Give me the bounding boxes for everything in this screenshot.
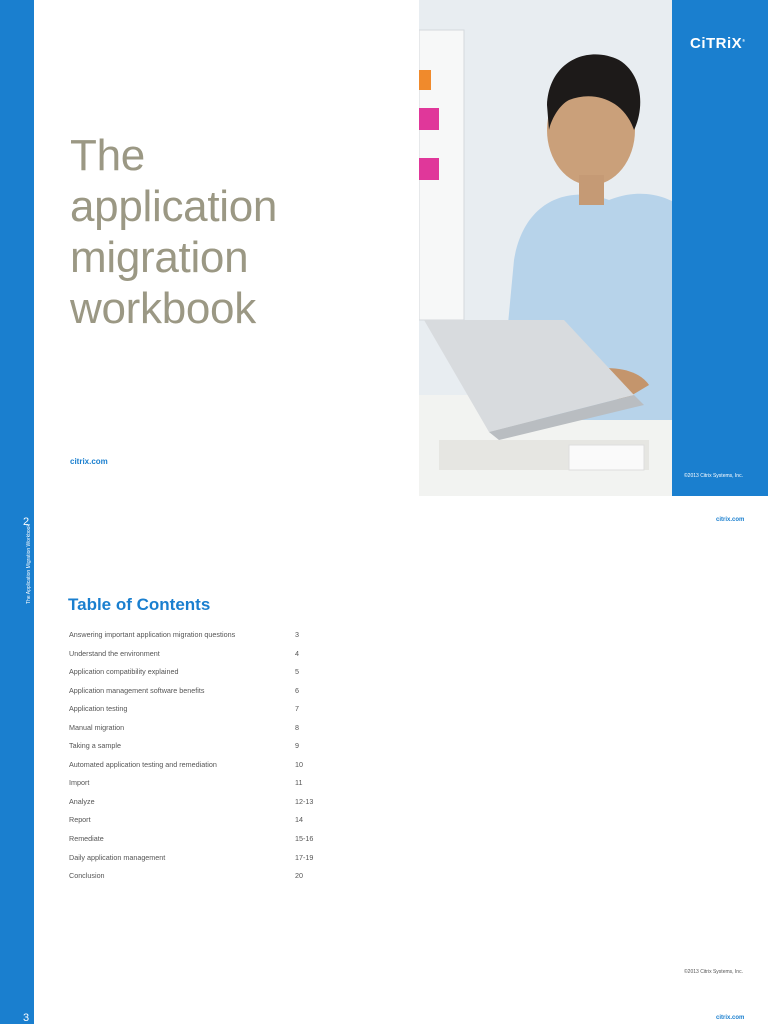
- cover-url-link[interactable]: citrix.com: [70, 457, 108, 466]
- toc-entry[interactable]: [69, 723, 329, 742]
- toc-entry[interactable]: [69, 871, 329, 890]
- toc-entry-title: Automated application testing and remediation: [69, 759, 217, 769]
- toc-entry[interactable]: [69, 741, 329, 760]
- toc-entry[interactable]: [69, 630, 329, 649]
- cover-title-line: application: [70, 182, 278, 231]
- citrix-logo-text: CiTRiX: [690, 35, 743, 52]
- toc-entry-page: 4: [295, 648, 299, 658]
- cover-title-line: migration: [70, 233, 249, 282]
- left-blue-bar: [0, 0, 34, 1024]
- toc-entry-title: Application management software benefits: [69, 685, 205, 695]
- toc-entry-title: Daily application management: [69, 852, 166, 862]
- toc-entry-page: 7: [295, 704, 299, 714]
- toc-entry[interactable]: [69, 834, 329, 853]
- toc-entry-title: Application testing: [69, 704, 128, 714]
- cover-title: [70, 130, 400, 334]
- toc-entry-title: Report: [69, 815, 91, 825]
- toc-entry-page: 9: [295, 741, 299, 751]
- toc-entry[interactable]: [69, 667, 329, 686]
- toc-entry-title: Conclusion: [69, 871, 105, 881]
- toc-entry-page: 8: [295, 722, 299, 732]
- toc-entry-page: 11: [295, 778, 303, 788]
- trademark-symbol: ®: [742, 38, 746, 43]
- page-number-2: 2: [23, 516, 30, 528]
- toc-entry[interactable]: [69, 649, 329, 668]
- toc-entry-page: 20: [295, 871, 303, 881]
- toc-entry[interactable]: [69, 778, 329, 797]
- toc-entry-page: 17-19: [295, 852, 314, 862]
- page2-url-link[interactable]: citrix.com: [716, 517, 745, 523]
- toc-entry[interactable]: [69, 853, 329, 872]
- toc-entry-title: Answering important application migration questions: [69, 630, 236, 639]
- toc-entry-page: 12-13: [295, 796, 314, 806]
- toc-entry-title: Remediate: [69, 834, 104, 844]
- cover-title-line: The: [70, 131, 145, 180]
- toc-entry-page: 14: [295, 815, 303, 825]
- toc-entry[interactable]: [69, 686, 329, 705]
- cover-blue-panel: [672, 0, 768, 496]
- toc-heading: Table of Contents: [68, 595, 211, 614]
- cover-title-line: workbook: [70, 284, 256, 333]
- toc-entry-page: 5: [295, 667, 299, 677]
- toc-entry-title: Understand the environment: [69, 648, 160, 658]
- toc-entry-page: 15-16: [295, 834, 314, 844]
- toc-entry[interactable]: [69, 760, 329, 779]
- toc-entry[interactable]: [69, 797, 329, 816]
- citrix-logo: [690, 35, 746, 52]
- toc-entry-page: 6: [295, 685, 299, 695]
- cover-copyright: ©2013 Citrix Systems, Inc.: [684, 473, 743, 479]
- toc-entry[interactable]: [69, 815, 329, 834]
- toc-entry-title: Manual migration: [69, 722, 125, 732]
- toc-entry-title: Application compatibility explained: [69, 667, 179, 677]
- toc-entry-page: 3: [295, 630, 299, 639]
- toc-entry-title: Import: [69, 778, 90, 788]
- page2-copyright: ©2013 Citrix Systems, Inc.: [684, 969, 743, 975]
- toc-entry-title: Analyze: [69, 796, 95, 806]
- toc-entry-page: 10: [295, 759, 303, 769]
- page3-url-link[interactable]: citrix.com: [716, 1015, 745, 1021]
- toc-entry-title: Taking a sample: [69, 741, 121, 751]
- running-title: The Application Migration Workbook: [26, 524, 32, 604]
- toc-list: [69, 630, 329, 890]
- toc-entry[interactable]: [69, 704, 329, 723]
- page-number-3: 3: [23, 1012, 30, 1024]
